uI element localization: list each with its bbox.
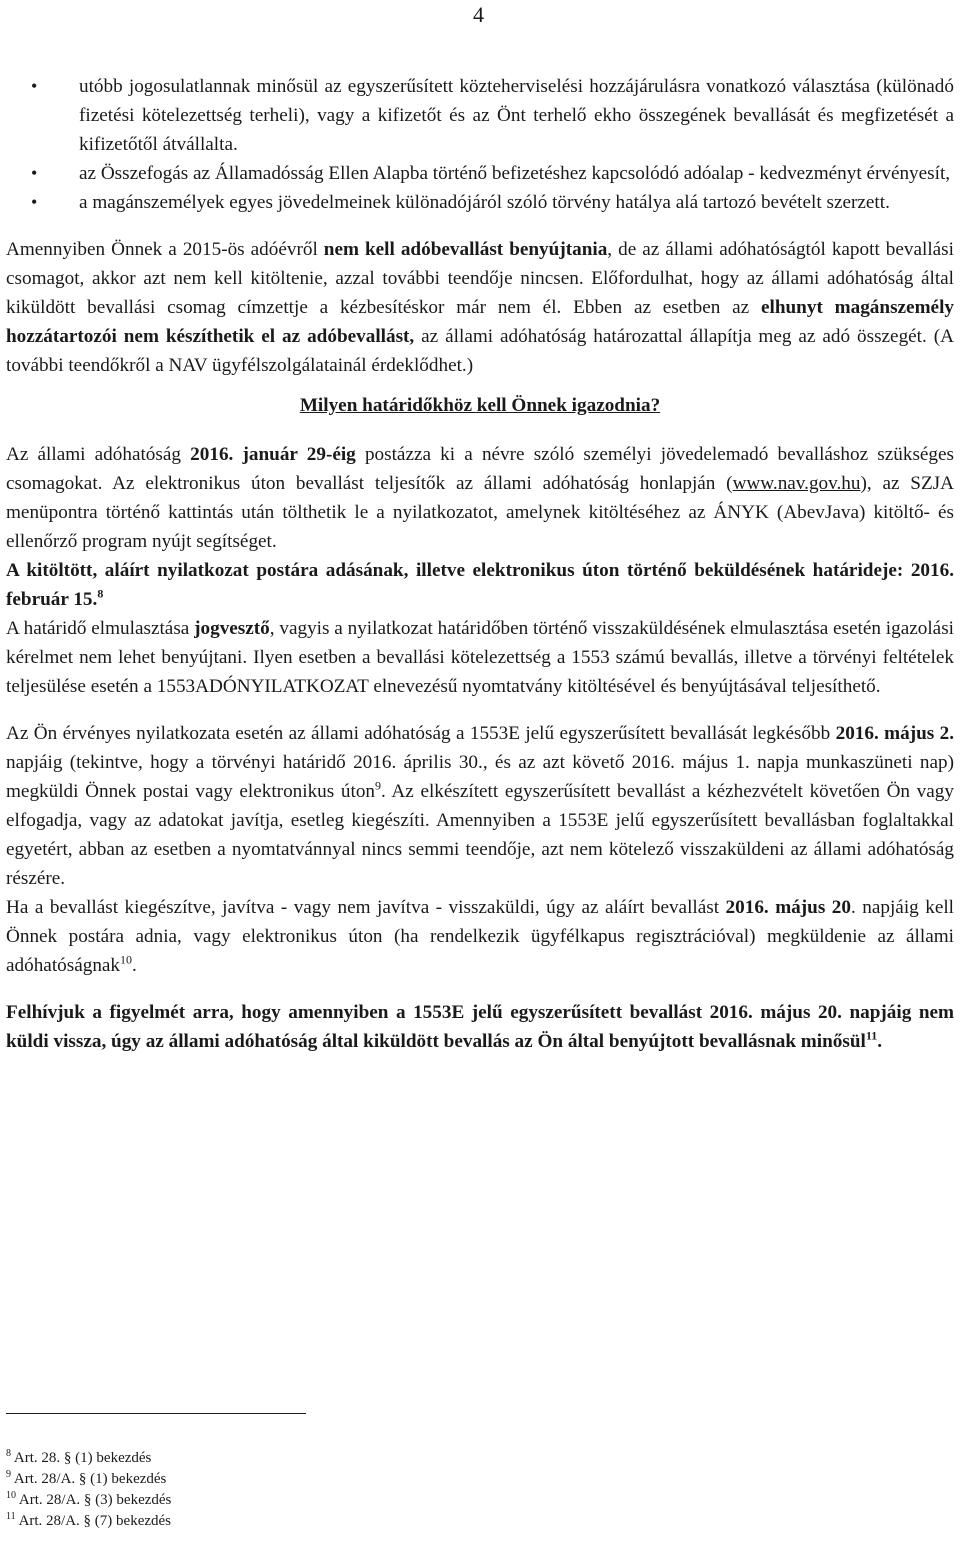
footnote: $^9$ Art. 28/A. § (1) bekezdés	[6, 1469, 167, 1487]
paragraph-corrections: Ha a bevallást kiegészítve, javítva - vagy nem javítva - visszaküldi, úgy az aláírt bevallást 2016. május 20. napjáig kell Önnek postára adnia, vagy elektronikus úton (ha rendelkezik ügyfélkapus regisztrációval) megküldenie az állami adóhatóságnak$^{10}$.	[6, 897, 954, 976]
nav-website-link[interactable]: www.nav.gov.hu	[732, 473, 861, 494]
list-item: • az Összefogás az Államadósság Ellen Alapba történő befizetéshez kapcsolódó adóalap - kedvezményt érvényesít,	[6, 159, 954, 188]
section-heading: Milyen határidőkhöz kell Önnek igazodnia?	[299, 395, 661, 416]
footnote-ref: 11	[865, 1028, 878, 1043]
paragraph-notice: Felhívjuk a figyelmét arra, hogy amennyiben a 1553E jelű egyszerűsített bevallást 2016. május 20. napjáig nem küldi vissza, úgy az állami adóhatóság által kiküldött bevallás az Ön által benyújtott bevallásnak minősül$^{11}$.	[6, 1002, 954, 1052]
paragraph-forfeiture: A határidő elmulasztása jogvesztő, vagyis a nyilatkozat határidőben történő visszaküldésének elmulasztása esetén igazolási kérelmet nem lehet benyújtani. Ilyen esetben a bevallási kötelezettség a 1553 számú bevallás, illetve a törvényi feltételek teljesülése esetén a 1553ADÓNYILATKOZAT elnevezésű nyomtatvány kitöltésével és benyújtásával teljesíthető.	[6, 618, 954, 697]
paragraph-packages: Az állami adóhatóság 2016. január 29-éig postázza ki a névre szóló személyi jövedelemadó bevalláshoz szükséges csomagokat. Az elektronikus úton bevallást teljesítők az állami adóhatóság honlapján (www.nav.gov.hu), az SZJA menüpontra történő kattintás után tölthetik le a nyilatkozatot, amelynek kitöltéséhez az ÁNYK (AbevJava) kitöltő- és ellenőrző program nyújt segítséget.	[6, 444, 955, 552]
footnote-ref: 10	[120, 952, 133, 967]
document-body	[6, 72, 954, 1056]
footnote: $^8$ Art. 28. § (1) bekezdés	[6, 1448, 152, 1466]
page-number: 4	[473, 2, 484, 27]
footnote-ref: 8	[97, 586, 104, 601]
footnote: $^{10}$ Art. 28/A. § (3) bekezdés	[6, 1490, 172, 1508]
footnote: $^{11}$ Art. 28/A. § (7) bekezdés	[6, 1511, 172, 1529]
paragraph-deadline: A kitöltött, aláírt nyilatkozat postára adásának, illetve elektronikus úton történő beküldésének határideje: 2016. február 15.$^8$	[6, 560, 954, 610]
list-item: • a magánszemélyek egyes jövedelmeinek különadójáról szóló törvény hatálya alá tartozó bevételt szerzett.	[6, 188, 954, 217]
footnotes	[6, 1448, 171, 1532]
paragraph-no-filing: Amennyiben Önnek a 2015-ös adóévről nem kell adóbevallást benyújtania, de az állami adóhatóságtól kapott bevallási csomagot, akkor azt nem kell kitöltenie, azzal további teendője nincsen. Előfordulhat, hogy az állami adóhatóság által kiküldött bevallási csomag címzettje a kézbesítéskor már nem él. Ebben az esetben az elhunyt magánszemély hozzátartozói nem készíthetik el az adóbevallást, az állami adóhatóság határozattal állapítja meg az adó összegét. (A további teendőkről a NAV ügyfélszolgálatainál érdeklődhet.)	[6, 239, 954, 376]
paragraph-simplified-return: Az Ön érvényes nyilatkozata esetén az állami adóhatóság a 1553E jelű egyszerűsített bevallását legkésőbb 2016. május 2. napjáig (tekintve, hogy a törvényi határidő 2016. április 30., és az azt követő 2016. május 1. napja munkaszüneti nap) megküldi Önnek postai vagy elektronikus úton$^9$. Az elkészített egyszerűsített bevallást a kézhezvételt követően Ön vagy elfogadja, vagy az adatokat javítja, esetleg kiegészíti. Amennyiben a 1553E jelű egyszerűsített bevallásban foglaltakkal egyetért, abban az esetben a nyomtatvánnyal nincs semmi teendője, azt nem kötelező visszaküldeni az állami adóhatóság részére.	[6, 723, 955, 889]
footnote-divider	[6, 1413, 306, 1414]
footnote-ref: 9	[375, 778, 382, 793]
condition-list	[6, 72, 954, 217]
list-item: • utóbb jogosulatlannak minősül az egyszerűsített közteherviselési hozzájárulásra vonatkozó választása (különadó fizetési kötelezettség terheli), vagy a kifizetőt és az Önt terhelő ekho összegének bevallását és megfizetését a kifizetőtől átvállalta.	[6, 72, 954, 159]
